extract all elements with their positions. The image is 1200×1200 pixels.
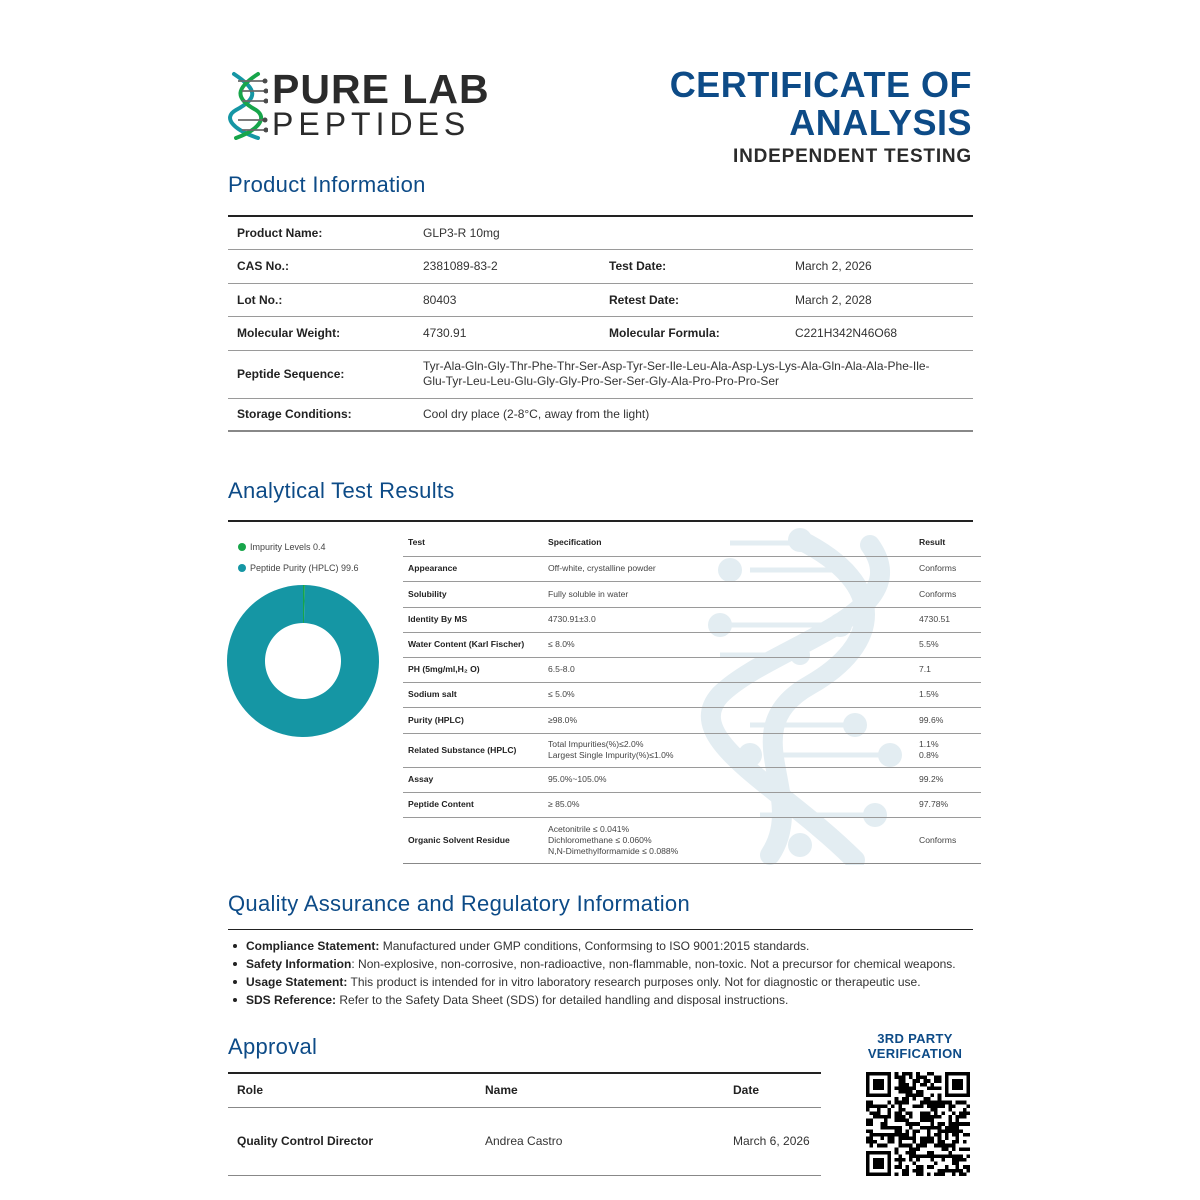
legend-swatch: [238, 564, 246, 572]
molecular-weight-label: Molecular Weight:: [228, 316, 414, 350]
cas-label: CAS No.:: [228, 249, 414, 283]
table-row: [228, 1107, 821, 1175]
safety-label: Safety Information: [246, 957, 352, 971]
test-result: Conforms: [914, 817, 981, 863]
col-header-date: Date: [724, 1073, 821, 1107]
qa-list: [246, 937, 981, 1009]
test-result: 99.2%: [914, 767, 981, 792]
product-name-label: Product Name:: [228, 216, 414, 249]
verification-line1: 3RD PARTY: [877, 1031, 953, 1046]
section-divider: [228, 520, 973, 522]
test-name: Organic Solvent Residue: [403, 817, 543, 863]
table-row: [228, 283, 973, 316]
approval-heading: Approval: [228, 1034, 318, 1059]
table-row: [228, 316, 973, 350]
list-item: [246, 937, 981, 955]
test-result: 97.78%: [914, 792, 981, 817]
molecular-weight-value: 4730.91: [414, 316, 600, 350]
test-spec: 4730.91±3.0: [543, 607, 914, 632]
test-date-value: March 2, 2026: [786, 249, 973, 283]
storage-label: Storage Conditions:: [228, 398, 414, 431]
table-row: [403, 632, 981, 657]
table-row: [403, 817, 981, 863]
test-name: Solubility: [403, 581, 543, 607]
table-row: [403, 657, 981, 682]
table-row: [403, 733, 981, 767]
molecular-formula-label: Molecular Formula:: [600, 316, 786, 350]
table-row: [228, 249, 973, 283]
sds-label: SDS Reference:: [246, 993, 337, 1007]
list-item: [246, 973, 981, 991]
table-row: [228, 350, 973, 398]
test-result: 1.5%: [914, 682, 981, 707]
compliance-label: Compliance Statement:: [246, 939, 380, 953]
test-spec: Off-white, crystalline powder: [543, 556, 914, 581]
molecular-formula-value: C221H342N46O68: [786, 316, 973, 350]
dna-logo-icon: [228, 70, 268, 140]
legend-label: Impurity Levels 0.4: [250, 542, 326, 552]
test-spec: Fully soluble in water: [543, 581, 914, 607]
test-result: Conforms: [914, 581, 981, 607]
spec-line: Total Impurities(%)≤2.0%: [548, 739, 644, 749]
test-spec: ≥ 85.0%: [543, 792, 914, 817]
test-result: Conforms: [914, 556, 981, 581]
table-row: [403, 792, 981, 817]
result-line: 1.1%: [919, 739, 939, 749]
test-name: Identity By MS: [403, 607, 543, 632]
brand-name-line1: PURE LAB: [272, 66, 490, 112]
test-spec: ≤ 8.0%: [543, 632, 914, 657]
table-row: [403, 556, 981, 581]
test-spec: 6.5-8.0: [543, 657, 914, 682]
test-result: 5.5%: [914, 632, 981, 657]
storage-value: Cool dry place (2-8°C, away from the light): [414, 398, 973, 431]
col-header-name: Name: [476, 1073, 724, 1107]
list-item: [246, 955, 981, 973]
product-info-table: [228, 215, 973, 432]
test-result: 99.6%: [914, 707, 981, 733]
legend-label: Peptide Purity (HPLC) 99.6: [250, 563, 359, 573]
legend-swatch: [238, 543, 246, 551]
document-subtitle: INDEPENDENT TESTING: [733, 146, 972, 167]
sequence-line2: Glu-Tyr-Leu-Leu-Glu-Gly-Gly-Pro-Ser-Ser-Gly-Ala-Pro-Pro-Pro-Ser: [423, 374, 780, 388]
test-name: Assay: [403, 767, 543, 792]
spec-line: N,N-Dimethylformamide ≤ 0.088%: [548, 845, 679, 856]
retest-date-label: Retest Date:: [600, 283, 786, 316]
title-line1: CERTIFICATE OF: [669, 64, 972, 105]
qa-heading: Quality Assurance and Regulatory Information: [228, 891, 690, 916]
test-name: Sodium salt: [403, 682, 543, 707]
approver-name: Andrea Castro: [476, 1107, 724, 1175]
product-name-value: GLP3-R 10mg: [414, 216, 973, 249]
cas-value: 2381089-83-2: [414, 249, 600, 283]
brand-name-line2: PEPTIDES: [272, 106, 471, 142]
test-spec: 95.0%~105.0%: [543, 767, 914, 792]
table-row: [403, 581, 981, 607]
test-result: [914, 733, 981, 767]
third-party-verification-label: [848, 1031, 982, 1061]
test-result: 4730.51: [914, 607, 981, 632]
section-divider: [228, 929, 973, 930]
test-name: Related Substance (HPLC): [403, 733, 543, 767]
lot-value: 80403: [414, 283, 600, 316]
table-row: [403, 607, 981, 632]
table-row: [228, 216, 973, 249]
test-spec: ≤ 5.0%: [543, 682, 914, 707]
sequence-line1: Tyr-Ala-Gln-Gly-Thr-Phe-Thr-Ser-Asp-Tyr-Ser-Ile-Leu-Ala-Asp-Lys-Lys-Ala-Gln-Ala-Ala-Phe-Ile-: [423, 359, 930, 373]
verification-line2: VERIFICATION: [867, 1046, 963, 1061]
table-header-row: [403, 529, 981, 556]
usage-label: Usage Statement:: [246, 975, 348, 989]
col-header-role: Role: [228, 1073, 476, 1107]
table-row: [403, 767, 981, 792]
peptide-sequence-label: Peptide Sequence:: [228, 350, 414, 398]
lot-label: Lot No.:: [228, 283, 414, 316]
approval-date: March 6, 2026: [724, 1107, 821, 1175]
test-date-label: Test Date:: [600, 249, 786, 283]
col-header-result: Result: [914, 529, 981, 556]
test-spec: [543, 817, 914, 863]
title-line2: ANALYSIS: [789, 102, 972, 143]
document-title: [670, 66, 972, 142]
peptide-sequence-value: [414, 350, 973, 398]
test-name: Appearance: [403, 556, 543, 581]
legend-purity: [238, 563, 359, 573]
test-result: 7.1: [914, 657, 981, 682]
usage-text: This product is intended for in vitro laboratory research purposes only. Not for diagnostic or therapeutic use.: [347, 975, 921, 989]
spec-line: Largest Single Impurity(%)≤1.0%: [548, 750, 674, 760]
retest-date-value: March 2, 2028: [786, 283, 973, 316]
pie-slice-peptide-purity-hplc: [227, 585, 379, 737]
result-line: 0.8%: [919, 750, 939, 760]
safety-text: : Non-explosive, non-corrosive, non-radioactive, non-flammable, non-toxic. Not a precursor for chemical weapons.: [351, 957, 956, 971]
table-header-row: [228, 1073, 821, 1107]
compliance-text: Manufactured under GMP conditions, Conformsing to ISO 9001:2015 standards.: [379, 939, 810, 953]
approver-role: Quality Control Director: [228, 1107, 476, 1175]
table-row: [228, 398, 973, 431]
table-row: [403, 682, 981, 707]
spec-line: Dichloromethane ≤ 0.060%: [548, 834, 652, 845]
brand-logo: [228, 68, 488, 142]
list-item: [246, 991, 981, 1009]
legend-impurity: [238, 542, 326, 552]
test-name: PH (5mg/ml,H₂ O): [403, 657, 543, 682]
qr-code-icon[interactable]: [866, 1072, 970, 1176]
analytical-heading: Analytical Test Results: [228, 478, 455, 503]
table-row: [403, 707, 981, 733]
sds-text: Refer to the Safety Data Sheet (SDS) for detailed handling and disposal instructions.: [336, 993, 789, 1007]
analytical-results-table: [403, 529, 981, 864]
col-header-spec: Specification: [543, 529, 914, 556]
approval-table: [228, 1072, 821, 1176]
purity-donut-chart: [226, 584, 380, 738]
test-name: Purity (HPLC): [403, 707, 543, 733]
test-name: Peptide Content: [403, 792, 543, 817]
test-spec: ≥98.0%: [543, 707, 914, 733]
test-name: Water Content (Karl Fischer): [403, 632, 543, 657]
col-header-test: Test: [403, 529, 543, 556]
test-spec: [543, 733, 914, 767]
product-info-heading: Product Information: [228, 172, 426, 197]
spec-line: Acetonitrile ≤ 0.041%: [548, 823, 630, 834]
